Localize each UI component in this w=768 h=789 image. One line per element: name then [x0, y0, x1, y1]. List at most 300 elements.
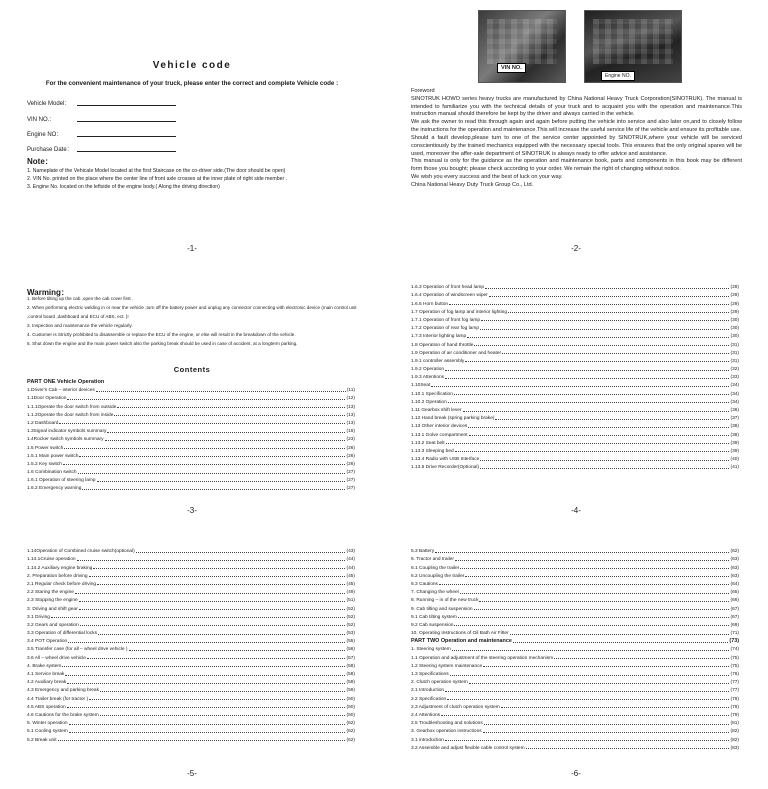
toc-entry-page: (39): [730, 440, 739, 446]
toc-entry-title: 2.5 Troubleshooting and solutions: [411, 721, 483, 727]
toc-entry-title: 5.3 Battery: [411, 549, 435, 555]
toc-entry-title: 1.9.2 Operation: [411, 367, 445, 373]
toc-entry: [411, 677, 739, 685]
foreword-heading: Foreword: [411, 88, 435, 94]
toc-leader-dots: [483, 666, 729, 667]
toc-leader-dots: [58, 740, 346, 741]
toc-entry-page: (44): [346, 557, 355, 563]
toc-entry: [411, 554, 739, 562]
note-item: 3. Engine No. located on the leftside of the engine body.( Along the driving direction): [27, 184, 220, 190]
vehicle-code-subtitle: For the convenient maintenance of your truck, please enter the correct and complete Vehicle code :: [45, 80, 339, 87]
toc-entry-title: 1.2 Dashboard: [27, 420, 59, 426]
toc-leader-dots: [458, 617, 730, 618]
toc-leader-dots: [68, 642, 345, 643]
toc-entry-page: (29): [730, 301, 739, 307]
toc-entry-title: 1.14.1Cruise operation: [27, 557, 76, 563]
toc-entry: [411, 620, 739, 628]
toc-entry-title: 4.2 Auxiliary break: [27, 680, 67, 686]
toc-leader-dots: [62, 666, 345, 667]
toc-leader-dots: [63, 464, 346, 465]
toc-entry-page: (78): [730, 696, 739, 702]
toc-entry: [27, 571, 355, 579]
toc-entry: [411, 579, 739, 587]
toc-entry-page: (27): [346, 486, 355, 492]
toc-entry: [27, 418, 355, 426]
toc-leader-dots: [67, 399, 345, 400]
toc-entry: [411, 421, 739, 429]
toc-list: [27, 385, 355, 491]
toc-entry-page: (45): [346, 573, 355, 579]
toc-entry-title: 4.3 Emergency and parking break: [27, 688, 99, 694]
toc-entry-page: (81): [730, 721, 739, 727]
toc-entry-page: (29): [730, 309, 739, 315]
toc-entry: [27, 718, 355, 726]
toc-leader-dots: [69, 732, 346, 733]
toc-entry-title: 6.2 Uncoupling the trailer: [411, 573, 465, 579]
toc-leader-dots: [59, 423, 345, 424]
toc-entry-page: (62): [346, 737, 355, 743]
page-number: -6-: [571, 769, 581, 778]
toc-leader-dots: [460, 568, 729, 569]
toc-leader-dots: [468, 427, 729, 428]
toc-entry: [411, 356, 739, 364]
toc-list: [411, 282, 739, 470]
toc-entry-title: 3.2 Gears and operation: [27, 622, 79, 628]
toc-entry-page: (30): [730, 326, 739, 332]
toc-entry-page: (59): [346, 688, 355, 694]
toc-entry: [27, 475, 355, 483]
toc-entry-page: (52): [346, 622, 355, 628]
toc-leader-dots: [495, 419, 729, 420]
toc-entry: [27, 546, 355, 554]
toc-entry-title: 1.13 Other interior devices: [411, 424, 468, 430]
toc-entry-page: (38): [730, 432, 739, 438]
toc-leader-dots: [474, 345, 729, 346]
toc-entry: [27, 677, 355, 685]
toc-leader-dots: [79, 601, 346, 602]
toc-entry-page: (26): [346, 445, 355, 451]
toc-entry-title: 9. Cab tilting and suspension: [411, 606, 473, 612]
toc-entry-page: (27): [346, 470, 355, 476]
toc-leader-dots: [463, 411, 730, 412]
toc-entry: [411, 438, 739, 446]
blank-line: [77, 105, 176, 106]
toc-entry: [411, 372, 739, 380]
toc-leader-dots: [481, 320, 729, 321]
toc-leader-dots: [446, 443, 730, 444]
toc-entry: [411, 693, 739, 701]
toc-entry-page: (49): [346, 590, 355, 596]
warning-item: 3. Inspection and maintenance the vehicle regularly.: [27, 322, 133, 328]
toc-leader-dots: [483, 732, 730, 733]
toc-entry-page: (30): [730, 334, 739, 340]
toc-entry: [27, 385, 355, 393]
toc-entry: [27, 710, 355, 718]
toc-entry: [27, 693, 355, 701]
foreword-signature: China National Heavy Duty Truck Group Co., Ltd.: [411, 181, 534, 188]
contents-title: Contents: [173, 365, 211, 374]
toc-entry-title: 1.7.3 Interior lighting lamp: [411, 334, 467, 340]
toc-entry: [411, 743, 739, 751]
toc-leader-dots: [510, 634, 730, 635]
toc-entry-page: (75): [730, 655, 739, 661]
toc-entry-title: 4.5 ABS operation: [27, 704, 66, 710]
toc-leader-dots: [480, 460, 729, 461]
photo-texture: [593, 19, 673, 64]
toc-entry-page: (69): [730, 622, 739, 628]
toc-entry: [411, 628, 739, 636]
toc-entry-title: 2.3 Adjustment of clutch operation system: [411, 704, 500, 710]
toc-entry: [27, 661, 355, 669]
toc-entry-title: 3.5 Transfer case (for all – wheel drive vehicle ): [27, 647, 128, 653]
toc-entry: [411, 644, 739, 652]
toc-entry-page: (13): [346, 404, 355, 410]
toc-entry: [411, 397, 739, 405]
toc-entry-page: (36): [730, 408, 739, 413]
toc-entry-page: (79): [730, 712, 739, 718]
toc-entry-title: 1.4Rocker switch symbols summary: [27, 437, 104, 443]
toc-entry: [411, 685, 739, 693]
toc-leader-dots: [93, 568, 345, 569]
toc-entry-title: 4.6 Cautions for the brake system: [27, 712, 99, 718]
toc-entry-title: 3. Gearbox operation instructions: [411, 729, 482, 735]
toc-entry-page: (51): [346, 598, 355, 604]
toc-entry-title: 3. Driving and shift gear: [27, 606, 78, 612]
toc-entry-page: (12): [346, 396, 355, 402]
toc-entry-title: 1.6.1 Operation of steering lamp: [27, 478, 96, 484]
toc-leader-dots: [452, 650, 730, 651]
toc-entry: [411, 405, 739, 413]
toc-entry: [27, 595, 355, 603]
toc-entry-title: 3.4 POT Operation: [27, 639, 68, 645]
toc-entry-page: (34): [730, 391, 739, 397]
toc-entry-title: 1.10.1 Specification: [411, 391, 453, 397]
toc-entry-title: 2.3 Stopping the engine: [27, 598, 78, 604]
toc-entry: [411, 571, 739, 579]
toc-entry: [27, 644, 355, 652]
blank-line: [77, 151, 176, 152]
toc-leader-dots: [97, 481, 346, 482]
toc-entry: [411, 652, 739, 660]
toc-entry-title: 1.13.4 Radio with USB Interface: [411, 457, 480, 463]
toc-entry-page: (34): [730, 383, 739, 389]
toc-entry: [411, 307, 739, 315]
toc-entry-page: (78): [730, 704, 739, 710]
toc-entry-page: (38): [730, 424, 739, 430]
toc-entry: [27, 587, 355, 595]
toc-entry-page: (77): [730, 680, 739, 686]
toc-entry: [27, 483, 355, 491]
toc-entry-page: (77): [730, 688, 739, 694]
page-number: -1-: [187, 244, 197, 253]
toc-entry-title: 5.1 Cooling system: [27, 729, 68, 735]
toc-entry-page: (63): [730, 573, 739, 579]
toc-entry: [27, 669, 355, 677]
toc-entry-title: 1.10.2 Operation: [411, 399, 447, 405]
toc-entry: [27, 652, 355, 660]
toc-entry-title: 1.1.1Operate the door switch from outside: [27, 404, 117, 410]
toc-entry-title: 1.6.5 Horn button: [411, 301, 449, 307]
toc-entry: [27, 442, 355, 450]
foreword-paragraph: We wish you every success and the best of luck on your way.: [411, 174, 563, 181]
toc-entry-title: 1.14Operation of Combined cruise switch(optional): [27, 549, 135, 555]
toc-entry-page: (55): [346, 639, 355, 645]
toc-leader-dots: [455, 560, 730, 561]
engine-no-field: [27, 129, 62, 138]
toc-entry: [411, 661, 739, 669]
toc-leader-dots: [447, 699, 729, 700]
toc-entry-title: 1.5 Power switch: [27, 445, 64, 451]
toc-entry-page: (75): [730, 663, 739, 669]
toc-entry: [411, 413, 739, 421]
vin-location-photo: [478, 10, 566, 83]
toc-leader-dots: [96, 391, 346, 392]
warning-item: 1. Before tilting up the cab ,open the cab cover first .: [27, 296, 134, 301]
toc-entry-title: 10. Operating Instructions of Oil Bath Air Filter: [411, 631, 509, 637]
toc-entry-title: 3.1 Driving: [27, 614, 50, 620]
toc-leader-dots: [469, 683, 730, 684]
page-number: -5-: [187, 769, 197, 778]
toc-entry-page: (52): [346, 606, 355, 612]
toc-entry-page: (82): [730, 729, 739, 735]
toc-entry-title: 2. Clutch operation system: [411, 680, 468, 686]
toc-entry: [411, 702, 739, 710]
toc-leader-dots: [75, 593, 346, 594]
toc-entry: [411, 718, 739, 726]
toc-leader-dots: [107, 432, 345, 433]
toc-entry-page: (23): [346, 437, 355, 443]
toc-leader-dots: [117, 407, 345, 408]
toc-entry-page: (67): [730, 606, 739, 612]
toc-entry-title: 3.1 introduction: [411, 737, 444, 743]
toc-entry-title: 3.3 Operation of differential locks: [27, 631, 98, 637]
toc-entry-page: (82): [730, 737, 739, 743]
toc-entry-title: 1.14.2 Auxiliary engine braking: [27, 565, 93, 571]
toc-entry-title: 1.9.3 Attentions: [411, 375, 445, 381]
part-heading: PART ONE Vehicle Operation: [27, 379, 105, 385]
toc-leader-dots: [445, 370, 729, 371]
toc-leader-dots: [465, 361, 729, 362]
toc-entry-page: (73): [729, 638, 739, 645]
toc-entry-page: (37): [730, 416, 739, 422]
toc-entry-page: (45): [346, 581, 355, 587]
toc-entry: [27, 562, 355, 570]
toc-entry-page: (83): [730, 745, 739, 751]
toc-entry-title: 2.1 Introduction: [411, 688, 445, 694]
toc-entry-title: 1.13.1 Golve compartment: [411, 432, 468, 438]
toc-leader-dots: [431, 386, 729, 387]
toc-entry-title: 1.6 Combination switch: [27, 470, 77, 476]
toc-leader-dots: [129, 650, 346, 651]
toc-entry-page: (13): [346, 420, 355, 426]
toc-leader-dots: [79, 456, 345, 457]
toc-entry-page: (64): [730, 581, 739, 587]
toc-entry-page: (67): [730, 614, 739, 620]
toc-entry-page: (31): [730, 342, 739, 348]
toc-entry-page: (63): [730, 565, 739, 571]
note-item: 1. Nameplate of the Vehicale Model located at the first Staircase on the co-driver side.(The door should be open): [27, 168, 286, 174]
toc-entry-title: 1.9 Operation of air conditioner and heater: [411, 350, 502, 356]
toc-entry-title: 4.1 Service break: [27, 672, 65, 677]
toc-entry: [27, 451, 355, 459]
toc-entry-page: (60): [346, 712, 355, 718]
toc-leader-dots: [105, 440, 346, 441]
toc-leader-dots: [502, 353, 729, 354]
toc-leader-dots: [441, 715, 729, 716]
toc-entry: [27, 726, 355, 734]
toc-entry: [411, 388, 739, 396]
toc-entry: [27, 426, 355, 434]
vehicle-code-title: Vehicle code: [152, 60, 232, 71]
toc-entry-title: 1.9.1 controller assembly: [411, 358, 465, 364]
toc-entry-page: (16): [346, 429, 355, 435]
toc-entry-title: 1.3Signal indicator symbols summary: [27, 429, 107, 435]
toc-entry-page: (58): [346, 663, 355, 669]
toc-leader-dots: [455, 451, 730, 452]
field-label: VIN NO.：: [27, 117, 56, 123]
warning-heading: Warming：: [27, 288, 69, 297]
toc-leader-dots: [435, 552, 729, 553]
toc-entry-page: (52): [346, 614, 355, 620]
toc-entry-page: (62): [346, 729, 355, 735]
page-3: [0, 263, 384, 526]
toc-entry-title: 1.Driver's Cab – interior devices: [27, 388, 95, 394]
toc-entry-title: 4.4 Trailer break (for tractor ): [27, 696, 89, 702]
toc-entry-page: (62): [346, 721, 355, 727]
toc-entry-title: 5. Winter operation: [27, 721, 68, 727]
page-4: [384, 263, 768, 526]
toc-entry-page: (53): [346, 631, 355, 637]
toc-entry-title: 7. Changing the wheel: [411, 590, 459, 596]
toc-entry: [27, 612, 355, 620]
toc-entry: [27, 636, 355, 644]
toc-entry: [411, 429, 739, 437]
toc-entry: [411, 282, 739, 290]
toc-entry-title: 3.2 Assemble and adjust flexible cable control system: [411, 745, 525, 751]
toc-entry-title: 1.1 Operation and adjustment of the steering operation mechanism: [411, 655, 554, 661]
toc-entry-title: 6.1 Coupling the trailer: [411, 565, 460, 571]
page-6: [384, 526, 768, 789]
toc-leader-dots: [98, 634, 345, 635]
page-number: -3-: [187, 506, 197, 515]
toc-entry-page: (11): [346, 388, 355, 394]
toc-entry-page: (59): [346, 680, 355, 686]
toc-leader-dots: [554, 658, 729, 659]
toc-leader-dots: [469, 435, 730, 436]
toc-leader-dots: [77, 560, 346, 561]
toc-entry-page: (28): [730, 285, 739, 291]
toc-entry-title: 1.13.3 Sleeping bed: [411, 448, 454, 454]
toc-entry-title: 2.2 Staring the engine: [27, 590, 74, 596]
toc-leader-dots: [445, 740, 730, 741]
toc-entry: [411, 546, 739, 554]
toc-entry: [27, 685, 355, 693]
blank-line: [77, 136, 176, 137]
toc-entry: [411, 446, 739, 454]
toc-entry-page: (76): [730, 672, 739, 677]
toc-entry: [411, 364, 739, 372]
toc-entry: [27, 734, 355, 742]
toc-entry: [27, 401, 355, 409]
note-heading: Note：: [27, 157, 53, 166]
toc-entry: [411, 636, 739, 644]
page-number: -4-: [571, 506, 581, 515]
toc-entry: [411, 562, 739, 570]
vehicle-model-field: [27, 98, 70, 107]
toc-leader-dots: [474, 609, 730, 610]
toc-leader-dots: [465, 576, 729, 577]
toc-entry-page: (26): [346, 453, 355, 459]
toc-entry: [27, 620, 355, 628]
toc-leader-dots: [454, 625, 729, 626]
toc-leader-dots: [479, 601, 729, 602]
toc-entry-page: (30): [730, 317, 739, 323]
toc-entry-title: 1.13.5 Drive Recorder(Optional): [411, 465, 479, 471]
toc-entry: [27, 393, 355, 401]
toc-entry-page: (43): [346, 549, 355, 555]
toc-leader-dots: [87, 658, 346, 659]
toc-entry-page: (71): [730, 631, 739, 637]
toc-entry-page: (26): [346, 461, 355, 467]
toc-entry-page: (40): [730, 457, 739, 463]
toc-list: [411, 546, 739, 751]
toc-entry-title: 3.6 All – wheel drive vehicle: [27, 655, 86, 661]
toc-leader-dots: [513, 642, 729, 643]
toc-entry-title: 1.1.2Operate the door switch from inside: [27, 412, 114, 418]
toc-entry-title: 1.11 Gearbox shift lever: [411, 408, 462, 413]
toc-leader-dots: [69, 724, 346, 725]
toc-leader-dots: [508, 312, 729, 313]
toc-leader-dots: [445, 691, 729, 692]
toc-entry: [411, 734, 739, 742]
toc-leader-dots: [89, 699, 345, 700]
foreword-text: [411, 88, 742, 190]
toc-entry-title: PART TWO Operation and maintenance: [411, 638, 512, 645]
toc-entry-title: 2.1 Regular check before driving: [27, 581, 97, 587]
warning-item: 4. Customer is Strictly prohibited to disassemble or replace the ECU of the engine, or else will result in the breakdown of the vehicle.: [27, 331, 296, 337]
toc-entry: [411, 595, 739, 603]
toc-entry-title: 1. Steering system: [411, 647, 451, 653]
toc-entry: [27, 434, 355, 442]
toc-leader-dots: [526, 748, 730, 749]
toc-leader-dots: [489, 296, 730, 297]
toc-entry-page: (65): [730, 590, 739, 596]
toc-entry-title: 1.10Seat: [411, 383, 431, 389]
toc-entry-page: (60): [346, 696, 355, 702]
note-item: 2. VIN No. printed on the place where the center line of front axle crosses at the inner plate of right side member .: [27, 176, 288, 182]
toc-entry-title: 2.2 Specification: [411, 696, 447, 702]
toc-entry: [411, 331, 739, 339]
warning-item: 5. Shut down the engine and the main power switch also the parking break should be used in case of accident, at a longterm parking.: [27, 340, 298, 346]
toc-entry-title: 6.3 Cautions: [411, 581, 438, 587]
toc-entry: [411, 710, 739, 718]
page-5: [0, 526, 384, 789]
toc-leader-dots: [100, 715, 346, 716]
toc-entry-title: 1.7 Operation of fog lamp and interior lighting: [411, 309, 507, 315]
toc-entry-page: (58): [346, 672, 355, 677]
foreword-paragraph: We ask the owner to read this through again and again before putting the vehicle into service and also later on,and to closely follow the instructions for the operation and maintenance.This will increase the useful service life of the vehicle and ensure its profitable use.: [411, 119, 742, 134]
toc-entry-title: 1.3 Specifications: [411, 672, 449, 677]
toc-leader-dots: [501, 707, 730, 708]
toc-entry: [411, 348, 739, 356]
toc-entry-title: 1.8 Operation of hand throttle: [411, 342, 474, 348]
toc-entry-page: (39): [730, 448, 739, 454]
toc-list: [27, 546, 355, 743]
toc-leader-dots: [65, 675, 345, 676]
toc-leader-dots: [82, 489, 345, 490]
toc-entry: [411, 339, 739, 347]
toc-leader-dots: [51, 617, 346, 618]
